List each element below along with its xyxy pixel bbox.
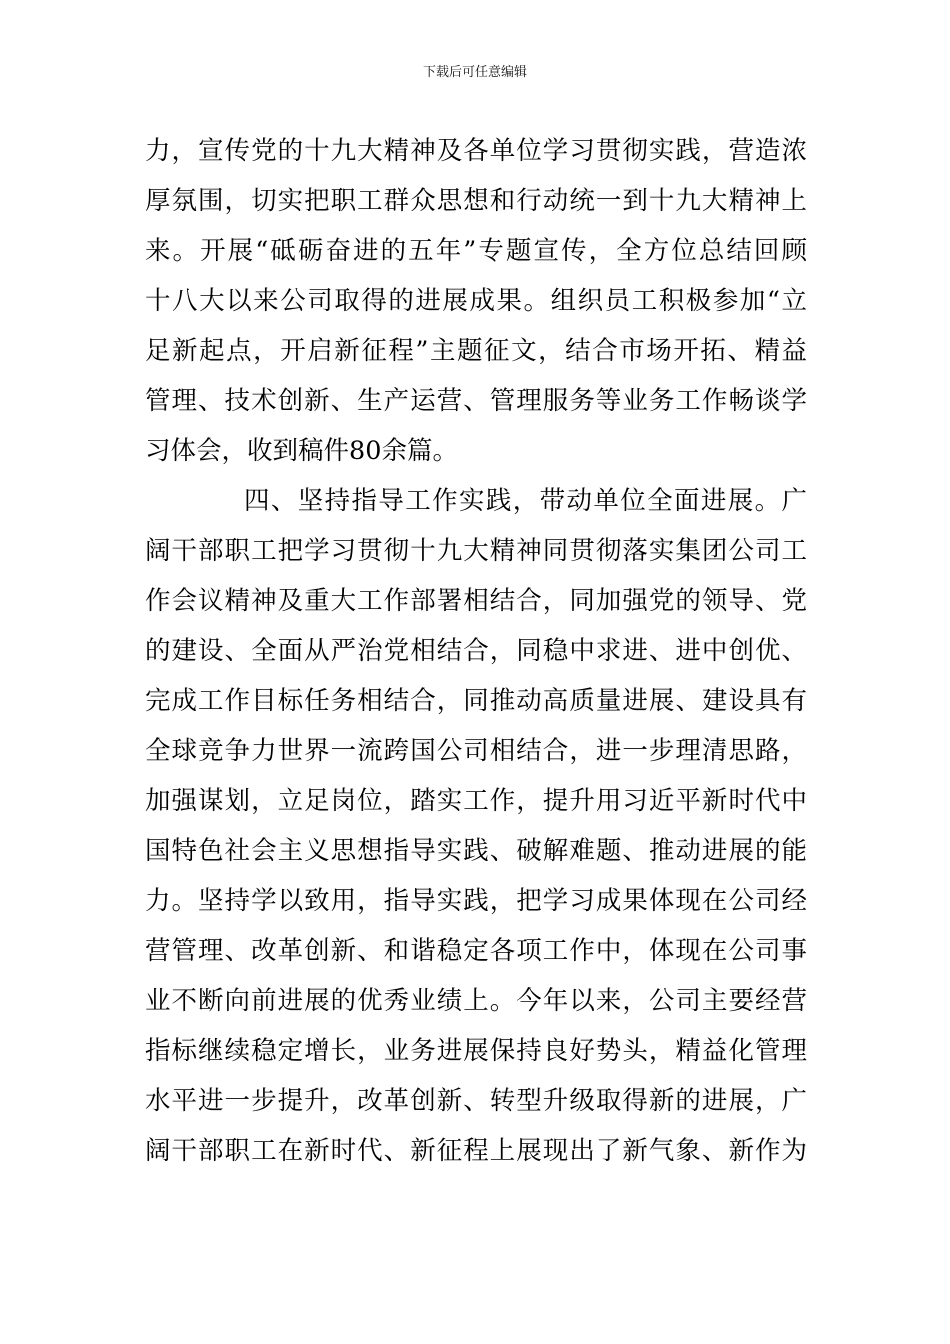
text-line: 加强谋划，立足岗位，踏实工作，提升用习近平新时代中 — [145, 786, 807, 816]
text-line: 管理、技术创新、生产运营、管理服务等业务工作畅谈学 — [145, 386, 807, 416]
text-line: 水平进一步提升，改革创新、转型升级取得新的进展，广 — [145, 1086, 807, 1116]
text-line: 国特色社会主义思想指导实践、破解难题、推动进展的能 — [145, 836, 807, 866]
paragraph-2 — [145, 476, 807, 1176]
paragraph-1 — [145, 126, 807, 476]
text-line: 全球竞争力世界一流跨国公司相结合，进一步理清思路， — [145, 736, 807, 766]
text-line: 足新起点，开启新征程”主题征文，结合市场开拓、精益 — [145, 336, 807, 366]
text-line: 来。开展“砥砺奋进的五年”专题宣传，全方位总结回顾 — [145, 236, 807, 266]
text-line-indented: 四、坚持指导工作实践，带动单位全面进展。广 — [244, 486, 807, 516]
text-line: 厚氛围，切实把职工群众思想和行动统一到十九大精神上 — [145, 186, 807, 216]
text-line: 指标继续稳定增长，业务进展保持良好势头，精益化管理 — [145, 1036, 807, 1066]
document-body — [145, 126, 807, 1176]
page-header: 下载后可任意编辑 — [422, 65, 527, 80]
text-line: 阔干部职工在新时代、新征程上展现出了新气象、新作为 — [145, 1136, 807, 1166]
text-line: 力，宣传党的十九大精神及各单位学习贯彻实践，营造浓 — [145, 136, 807, 166]
text-line: 作会议精神及重大工作部署相结合，同加强党的领导、党 — [145, 586, 807, 616]
text-line: 业不断向前进展的优秀业绩上。今年以来，公司主要经营 — [145, 986, 807, 1016]
text-line: 完成工作目标任务相结合，同推动高质量进展、建设具有 — [145, 686, 807, 716]
text-line-last: 习体会，收到稿件80余篇。 — [145, 436, 458, 466]
text-line: 阔干部职工把学习贯彻十九大精神同贯彻落实集团公司工 — [145, 536, 807, 566]
text-line: 力。坚持学以致用，指导实践，把学习成果体现在公司经 — [145, 886, 807, 916]
text-line: 的建设、全面从严治党相结合，同稳中求进、进中创优、 — [145, 636, 807, 666]
text-line: 营管理、改革创新、和谐稳定各项工作中，体现在公司事 — [145, 936, 807, 966]
text-line: 十八大以来公司取得的进展成果。组织员工积极参加“立 — [145, 286, 807, 316]
